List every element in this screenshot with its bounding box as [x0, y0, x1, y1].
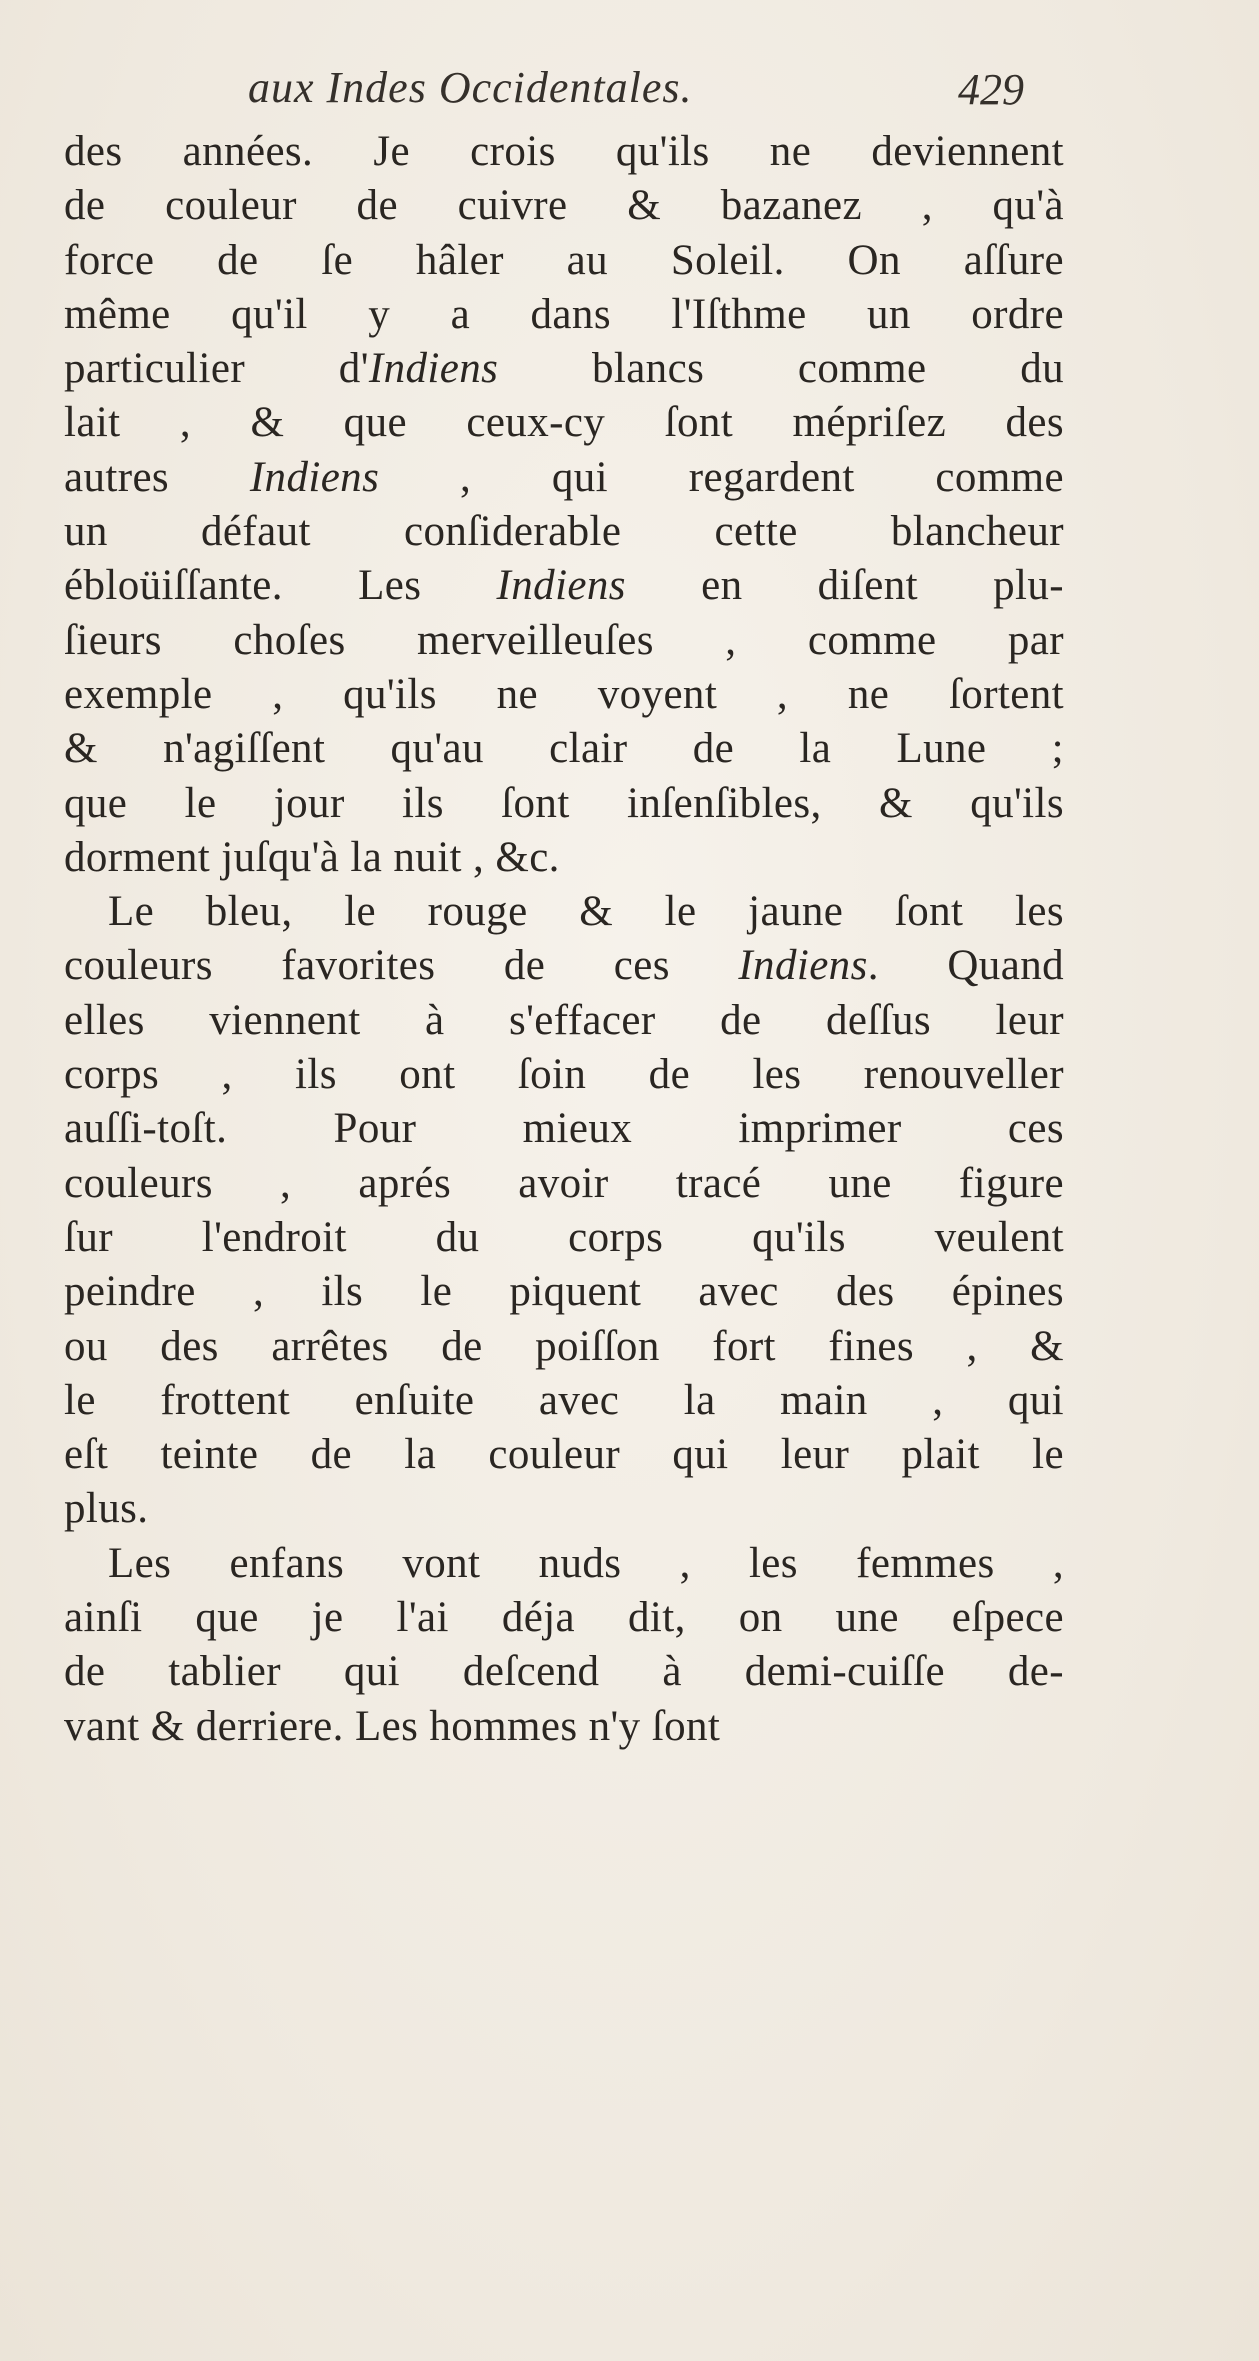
text-line — [64, 342, 1064, 396]
text-run: un défaut conſiderable cette blancheur — [64, 508, 1064, 556]
text-run: & n'agiſſent qu'au clair de la Lune ; — [64, 725, 1064, 773]
text-run: auſſi-toſt. Pour mieux imprimer ces — [64, 1105, 1064, 1153]
text-line — [64, 831, 1064, 885]
text-run: ſur l'endroit du corps qu'ils veulent — [64, 1213, 1064, 1261]
text-run: plus. — [64, 1485, 149, 1533]
text-line — [64, 1048, 1064, 1102]
text-run: . Quand — [867, 942, 1064, 990]
text-run: ainſi que je l'ai déja dit, on une eſpece — [64, 1594, 1064, 1642]
text-line — [64, 396, 1064, 450]
body-text — [64, 125, 1064, 1754]
italic-word: Indiens — [368, 345, 499, 393]
text-run: particulier d' — [64, 345, 369, 393]
paragraph — [64, 885, 1064, 1537]
text-line — [64, 1211, 1064, 1265]
text-run: force de ſe hâler au Soleil. On aſſure — [64, 236, 1064, 284]
text-run: de couleur de cuivre & bazanez , qu'à — [64, 182, 1064, 230]
text-run: , qui regardent comme — [379, 453, 1064, 501]
text-line — [64, 1102, 1064, 1156]
text-run: lait , & que ceux-cy ſont mépriſez des — [64, 399, 1064, 447]
paragraph — [64, 125, 1064, 885]
text-line — [64, 885, 1064, 939]
text-run: couleurs , aprés avoir tracé une figure — [64, 1159, 1064, 1207]
text-run: peindre , ils le piquent avec des épines — [64, 1268, 1064, 1316]
text-run: Le bleu, le rouge & le jaune ſont les — [108, 888, 1064, 936]
italic-word: Indiens — [496, 562, 626, 610]
text-line — [64, 1320, 1064, 1374]
running-head-title: aux Indes Occidentales. — [248, 63, 693, 112]
text-line — [64, 1591, 1064, 1645]
text-run: ou des arrêtes de poiſſon fort fines , & — [64, 1322, 1064, 1370]
text-line — [64, 1157, 1064, 1211]
text-run: elles viennent à s'effacer de deſſus leur — [64, 996, 1064, 1044]
text-run: dorment juſqu'à la nuit , &c. — [64, 833, 560, 881]
text-line — [64, 125, 1064, 179]
italic-word: Indiens — [738, 942, 868, 990]
text-run: eſt teinte de la couleur qui leur plait le — [64, 1431, 1064, 1479]
text-run: en diſent plu- — [625, 562, 1064, 610]
running-head — [0, 62, 1259, 122]
text-run: vant & derriere. Les hommes n'y ſont — [64, 1702, 721, 1750]
text-run: ébloüiſſante. Les — [64, 562, 497, 610]
text-line — [64, 1428, 1064, 1482]
text-line — [64, 1265, 1064, 1319]
paragraph — [64, 1537, 1064, 1754]
text-line — [64, 722, 1064, 776]
text-line — [64, 939, 1064, 993]
text-run: même qu'il y a dans l'Iſthme un ordre — [64, 290, 1064, 338]
text-line — [64, 614, 1064, 668]
text-line — [64, 451, 1064, 505]
text-line — [64, 559, 1064, 613]
text-line — [64, 234, 1064, 288]
text-line — [64, 1700, 1064, 1754]
text-run: que le jour ils ſont inſenſibles, & qu'ils — [64, 779, 1064, 827]
text-run: exemple , qu'ils ne voyent , ne ſortent — [64, 670, 1064, 718]
italic-word: Indiens — [249, 453, 380, 501]
text-line — [64, 777, 1064, 831]
text-line — [64, 994, 1064, 1048]
text-line — [64, 1645, 1064, 1699]
text-run: Les enfans vont nuds , les femmes , — [108, 1539, 1064, 1587]
text-line — [64, 505, 1064, 559]
text-run: corps , ils ont ſoin de les renouveller — [64, 1051, 1064, 1099]
text-run: autres — [64, 453, 250, 501]
text-run: couleurs favorites de ces — [64, 942, 739, 990]
text-line — [64, 1482, 1064, 1536]
text-run: ſieurs choſes merveilleuſes , comme par — [64, 616, 1064, 664]
text-run: le frottent enſuite avec la main , qui — [64, 1376, 1064, 1424]
text-line — [64, 1374, 1064, 1428]
text-line — [64, 1537, 1064, 1591]
page-number: 429 — [958, 65, 1024, 114]
text-line — [64, 668, 1064, 722]
text-line — [64, 288, 1064, 342]
text-run: des années. Je crois qu'ils ne deviennent — [64, 128, 1064, 175]
text-run: blancs comme du — [498, 345, 1064, 393]
text-run: de tablier qui deſcend à demi-cuiſſe de- — [64, 1648, 1064, 1696]
text-line — [64, 179, 1064, 233]
